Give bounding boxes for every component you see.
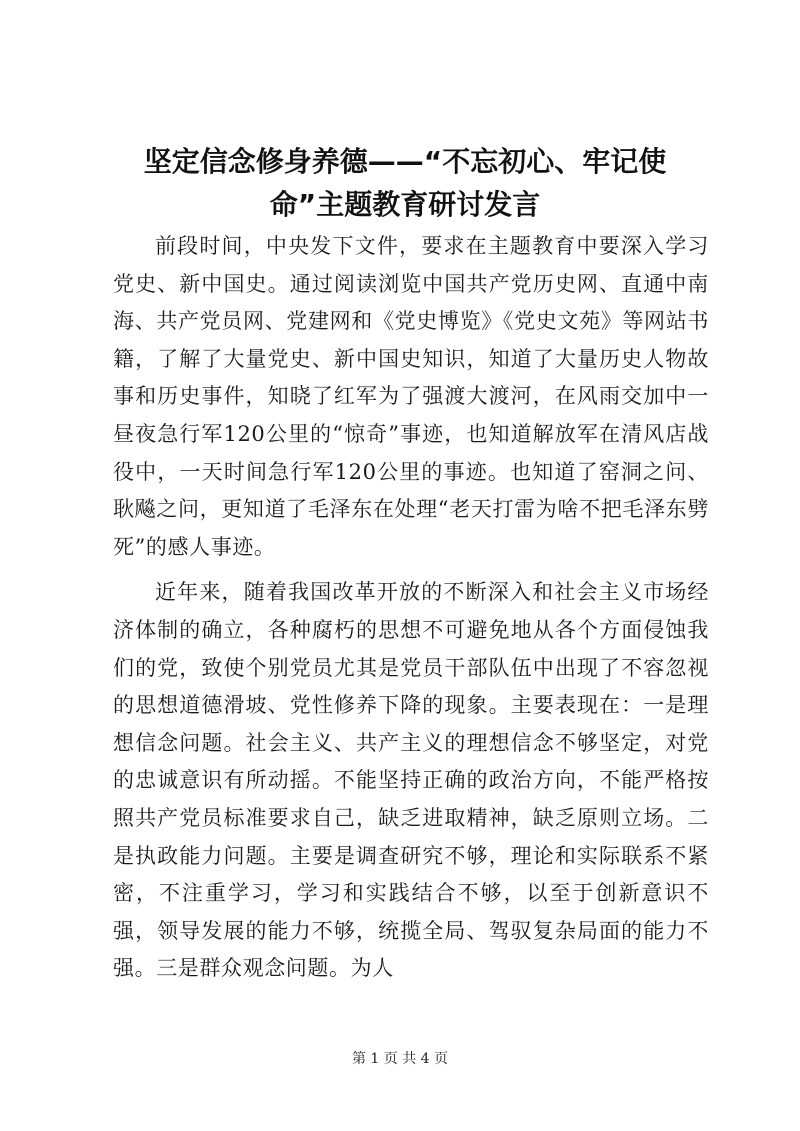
page-footer: 第 1 页 共 4 页 bbox=[351, 1051, 449, 1067]
document-title: 坚定信念修身养德——“不忘初心、牢记使命”主题教育研讨发言 bbox=[143, 145, 667, 221]
document-body bbox=[113, 228, 709, 996]
paragraph-1: 前段时间，中央发下文件，要求在主题教育中要深入学习党史、新中国史。通过阅读浏览中国共产党历史网、直通中南海、共产党员网、党建网和《党史博览》《党史文苑》等网站书籍，了解了大量党史、新中国史知识，知道了大量历史人物故事和历史事件，知晓了红军为了强渡大渡河，在风雨交加中一昼夜急行军120公里的“惊奇”事迹，也知道解放军在清风店战役中，一天时间急行军120公里的事迹。也知道了窑洞之问、耿飚之问，更知道了毛泽东在处理“老天打雷为啥不把毛泽东劈死”的感人事迹。 bbox=[113, 234, 709, 559]
paragraph-2: 近年来，随着我国改革开放的不断深入和社会主义市场经济体制的确立，各种腐朽的思想不可避免地从各个方面侵蚀我们的党，致使个别党员尤其是党员干部队伍中出现了不容忽视的思想道德滑坡、党性修养下降的现象。主要表现在：一是理想信念问题。社会主义、共产主义的理想信念不够坚定，对党的忠诚意识有所动摇。不能坚持正确的政治方向，不能严格按照共产党员标准要求自己，缺乏进取精神，缺乏原则立场。二是执政能力问题。主要是调查研究不够，理论和实际联系不紧密，不注重学习，学习和实践结合不够，以至于创新意识不强，领导发展的能力不够，统揽全局、驾驭复杂局面的能力不强。三是群众观念问题。为人 bbox=[113, 580, 709, 981]
